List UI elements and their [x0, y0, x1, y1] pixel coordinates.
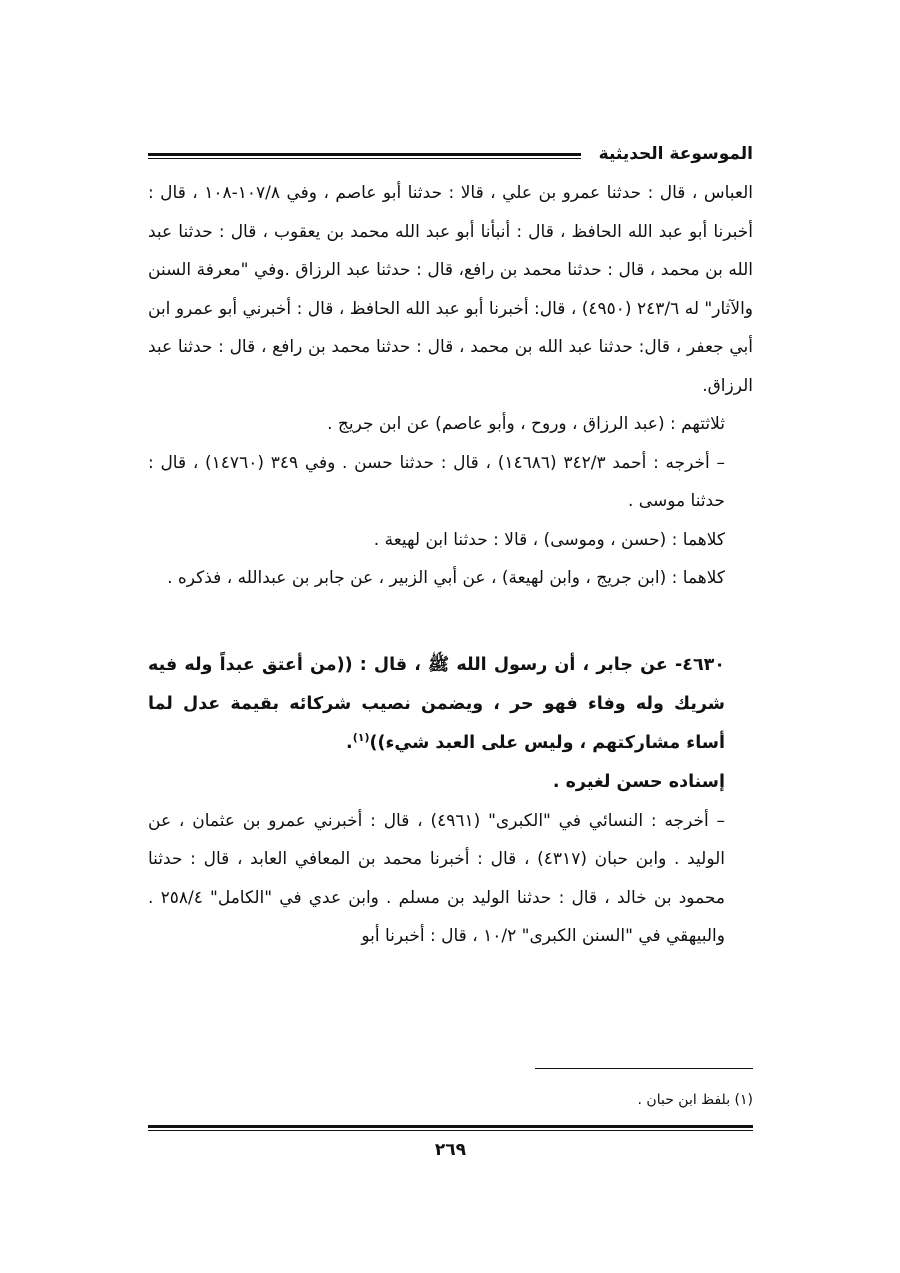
header-title: الموسوعة الحديثية	[585, 140, 753, 168]
paragraph-kilahuma-2: كلاهما : (ابن جريج ، وابن لهيعة) ، عن أبي الزبير ، عن جابر بن عبدالله ، فذكره .	[167, 568, 725, 588]
page-number: ٢٦٩	[434, 1140, 467, 1160]
bottom-rule	[148, 1125, 753, 1131]
footnote-separator	[535, 1068, 753, 1069]
hadith-text	[148, 646, 753, 763]
hadith-end: .	[346, 732, 353, 753]
page-header	[148, 140, 753, 174]
document-page	[148, 140, 754, 1160]
footnote-reference: (١)	[352, 730, 370, 744]
hadith-grade: إسناده حسن لغيره .	[552, 771, 725, 792]
footnote: (١) بلفظ ابن حبان .	[637, 1092, 753, 1108]
paragraph-akhrajahu-ahmad: – أخرجه : أحمد ٣٤٢/٣ (١٤٦٨٦) ، قال : حدثنا حسن . وفي ٣٤٩ (١٤٧٦٠) ، قال : حدثنا موسى .	[148, 452, 725, 511]
body-text	[148, 174, 753, 956]
hadith-body: ٤٦٣٠- عن جابر ، أن رسول الله ﷺ ، قال : ((من أعتق عبداً وله فيه شريك وله وفاء فهو حر ، ويضمن نصيب شركائه بقيمة عدل لما أساء مشاركتهم ، وليس على العبد شيء))	[148, 654, 725, 753]
header-rule-left	[148, 153, 581, 159]
paragraph-kilahuma-1: كلاهما : (حسن ، وموسى) ، قالا : حدثنا ابن لهيعة .	[373, 529, 725, 550]
paragraph-thalathatuhum: ثلاثتهم : (عبد الرزاق ، وروح ، وأبو عاصم) عن ابن جريج .	[327, 414, 725, 434]
paragraph-takhrij: – أخرجه : النسائي في "الكبرى" (٤٩٦١) ، قال : أخبرني عمرو بن عثمان ، عن الوليد . وابن حبان (٤٣١٧) ، قال : أخبرنا محمد بن المعافي العابد ، قال : حدثنا محمود بن خالد ، قال : حدثنا الوليد بن مسلم . وابن عدي في "الكامل" ٢٥٨/٤ . والبيهقي في "السنن الكبرى" ١٠/٢ ، قال : أخبرنا أبو	[148, 810, 726, 946]
paragraph-chain: العباس ، قال : حدثنا عمرو بن علي ، قالا : حدثنا أبو عاصم ، وفي ١٠٧/٨-١٠٨ ، قال : أخبرنا أبو عبد الله الحافظ ، قال : أنبأنا أبو عبد الله محمد بن يعقوب ، قال : حدثنا عبد الله بن محمد ، قال : حدثنا محمد بن رافع، قال : حدثنا عبد الرزاق .وفي "معرفة السنن والآثار" له ٢٤٣/٦ (٤٩٥٠) ، قال: أخبرنا أبو عبد الله الحافظ ، قال : أخبرني أبو عمرو ابن أبي جعفر ، قال: حدثنا عبد الله بن محمد ، قال : حدثنا محمد بن رافع ، قال : حدثنا عبد الرزاق.	[148, 183, 754, 396]
